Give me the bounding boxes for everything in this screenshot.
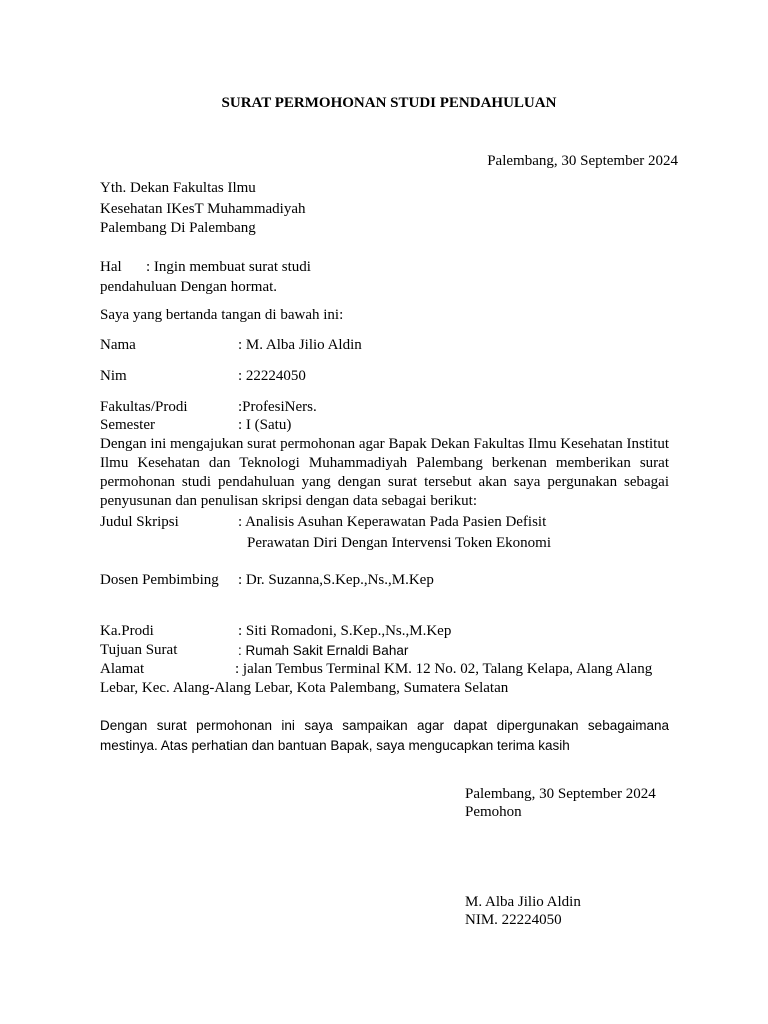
signature-name: M. Alba Jilio Aldin	[465, 894, 581, 910]
alamat-value: : jalan Tembus Terminal KM. 12 No. 02, Talang Kelapa, Alang Alang	[235, 661, 653, 677]
nama-label: Nama	[100, 337, 136, 353]
alamat-line-2: Lebar, Kec. Alang-Alang Lebar, Kota Palembang, Sumatera Selatan	[100, 680, 509, 696]
kaprodi-value: : Siti Romadoni, S.Kep.,Ns.,M.Kep	[238, 623, 452, 639]
nama-value: : M. Alba Jilio Aldin	[238, 337, 362, 353]
kaprodi-label: Ka.Prodi	[100, 623, 154, 639]
alamat-label: Alamat	[100, 661, 145, 677]
dosen-label: Dosen Pembimbing	[100, 572, 219, 588]
semester-label: Semester	[100, 417, 155, 433]
hal-value: : Ingin membuat surat studi	[146, 259, 311, 275]
fakultas-value: :ProfesiNers.	[238, 399, 317, 415]
judul-value-line-2: Perawatan Diri Dengan Intervensi Token Ekonomi	[247, 535, 552, 551]
nim-value: : 22224050	[238, 368, 306, 384]
intro-text: Saya yang bertanda tangan di bawah ini:	[100, 307, 344, 323]
hal-line-2: pendahuluan Dengan hormat.	[100, 279, 278, 295]
signature-place-date: Palembang, 30 September 2024	[465, 786, 656, 802]
recipient-line-3: Palembang Di Palembang	[100, 220, 256, 236]
judul-value-line-1: : Analisis Asuhan Keperawatan Pada Pasien Defisit	[238, 514, 547, 530]
tujuan-value: : Rumah Sakit Ernaldi Bahar	[238, 643, 409, 658]
nim-label: Nim	[100, 368, 127, 384]
closing-paragraph: Dengan surat permohonan ini saya sampaikan agar dapat dipergunakan sebagaimana mestinya. Atas perhatian dan bantuan Bapak, saya mengucapkan terima kasih	[100, 718, 669, 753]
judul-label: Judul Skripsi	[100, 514, 179, 530]
semester-value: : I (Satu)	[238, 417, 292, 433]
hal-label: Hal	[100, 259, 122, 275]
fakultas-label: Fakultas/Prodi	[100, 399, 188, 415]
recipient-line-1: Yth. Dekan Fakultas Ilmu	[100, 180, 256, 196]
body-paragraph: Dengan ini mengajukan surat permohonan agar Bapak Dekan Fakultas Ilmu Kesehatan Institut Ilmu Kesehatan dan Teknologi Muhammadiyah Palembang berkenan memberikan surat permohonan studi pendahuluan yang dengan surat tersebut akan saya pergunakan sebagai penyusunan dan penulisan skripsi dengan data sebagai berikut:	[100, 436, 669, 509]
tujuan-label: Tujuan Surat	[100, 642, 178, 658]
signature-nim: NIM. 22224050	[465, 912, 562, 928]
letter-title: SURAT PERMOHONAN STUDI PENDAHULUAN	[221, 95, 557, 111]
dosen-value: : Dr. Suzanna,S.Kep.,Ns.,M.Kep	[238, 572, 434, 588]
signature-role: Pemohon	[465, 804, 522, 820]
recipient-line-2: Kesehatan IKesT Muhammadiyah	[100, 201, 306, 217]
letter-place-date: Palembang, 30 September 2024	[487, 153, 678, 169]
